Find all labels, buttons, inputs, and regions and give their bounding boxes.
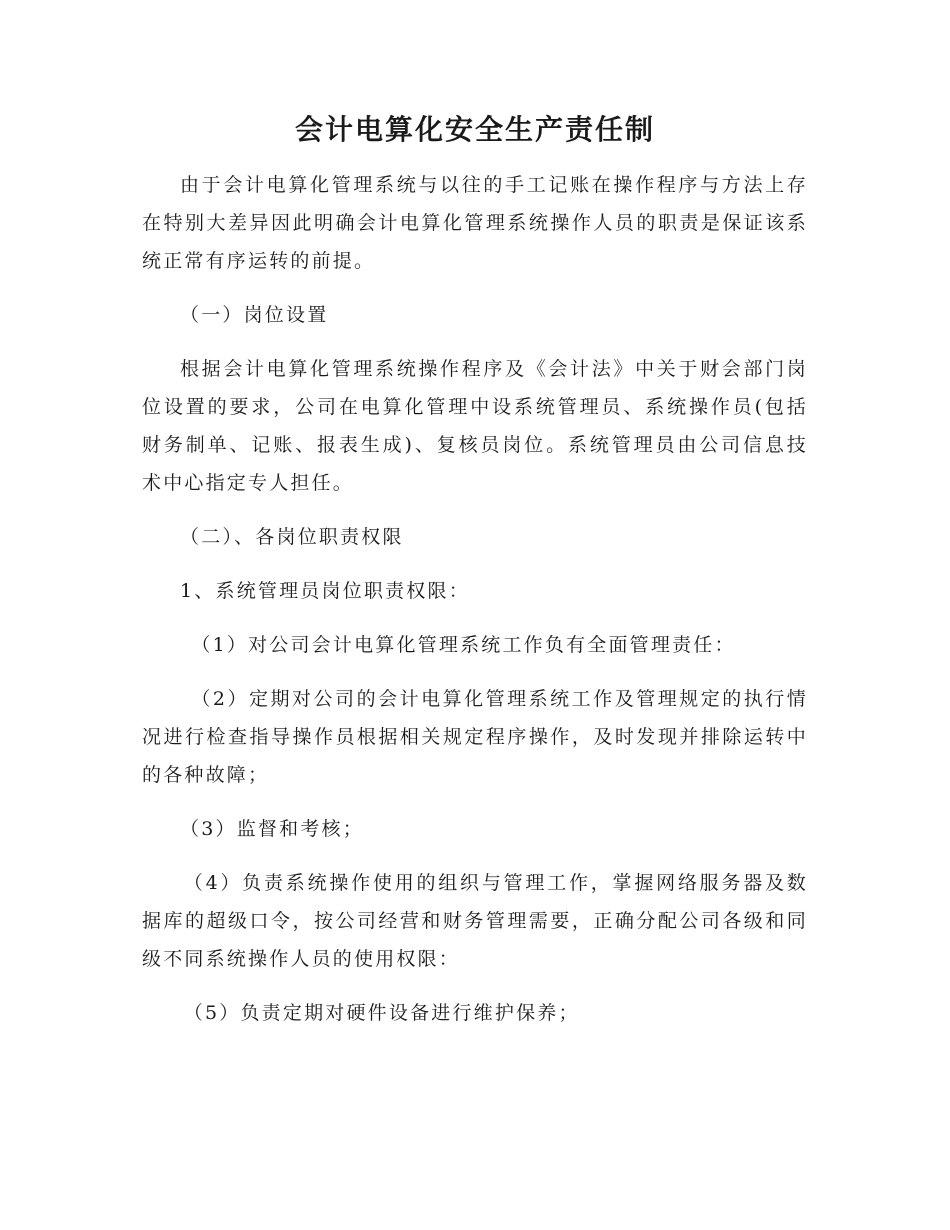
list-item-2: （2）定期对公司的会计电算化管理系统工作及管理规定的执行情况进行检查指导操作员根据相关规定程序操作，及时发现并排除运转中的各种故障；	[142, 688, 808, 786]
list-item-3: （3）监督和考核；	[180, 818, 364, 840]
document-body	[142, 166, 808, 1048]
list-item-5: （5）负责定期对硬件设备进行维护保养；	[183, 1002, 580, 1024]
list-item-1: （1）对公司会计电算化管理系统工作负有全面管理责任：	[191, 634, 736, 656]
subheading-system-admin: 1、系统管理员岗位职责权限：	[180, 580, 470, 602]
section-heading-post-setup: （一）岗位设置	[180, 304, 329, 326]
section-heading-responsibilities: （二）、各岗位职责权限	[180, 526, 404, 548]
paragraph-post-setup: 根据会计电算化管理系统操作程序及《会计法》中关于财会部门岗位设置的要求，公司在电算化管理中设系统管理员、系统操作员(包括财务制单、记账、报表生成)、复核员岗位。系统管理员由公司信息技术中心指定专人担任。	[142, 358, 808, 494]
paragraph-intro: 由于会计电算化管理系统与以往的手工记账在操作程序与方法上存在特别大差异因此明确会计电算化管理系统操作人员的职责是保证该系统正常有序运转的前提。	[142, 174, 808, 272]
list-item-4: （4）负责系统操作使用的组织与管理工作，掌握网络服务器及数据库的超级口令，按公司经营和财务管理需要，正确分配公司各级和同级不同系统操作人员的使用权限：	[142, 872, 808, 970]
document-title: 会计电算化安全生产责任制	[294, 113, 655, 146]
